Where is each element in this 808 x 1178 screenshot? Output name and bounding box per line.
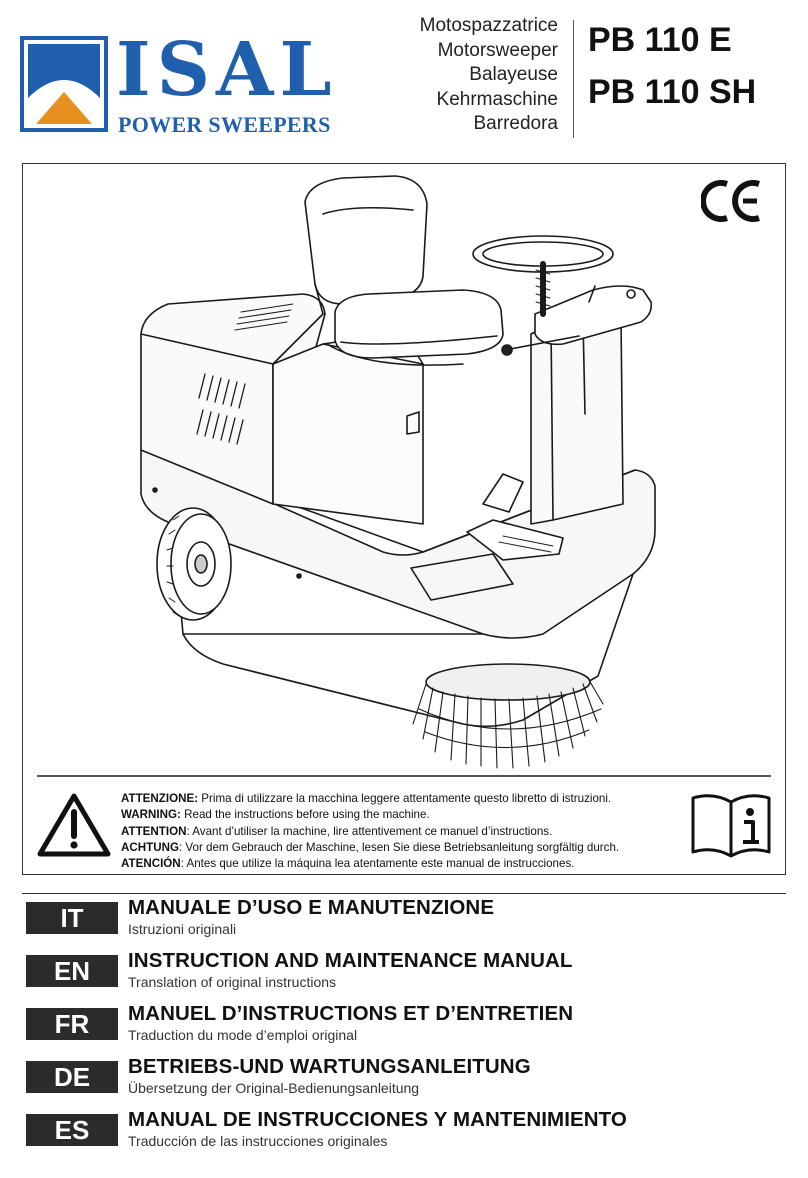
manual-subtitle: Traducción de las instrucciones originales <box>128 1133 388 1149</box>
language-row-es <box>22 1106 786 1154</box>
warning-line-es: ATENCIÓN: Antes que utilize la máquina lea atentamente este manual de instrucciones. <box>121 857 575 871</box>
frame-divider <box>37 775 771 777</box>
manual-language-list <box>22 893 786 1155</box>
warning-line-fr: ATTENTION: Avant d’utiliser la machine, lire attentivement ce manuel d’instructions. <box>121 824 553 838</box>
machine-type-fr: Balayeuse <box>469 64 558 85</box>
brand-name: ISAL <box>116 27 338 113</box>
language-code-badge: FR <box>26 1008 118 1040</box>
machine-type-en: Motorsweeper <box>437 39 558 61</box>
language-code-badge: IT <box>26 902 118 934</box>
language-code-badge: DE <box>26 1061 118 1093</box>
sweeper-illustration <box>23 164 784 774</box>
manual-title: MANUEL D’INSTRUCTIONS ET D’ENTRETIEN <box>128 1002 574 1025</box>
language-row-en <box>22 947 786 995</box>
language-row-de <box>22 1053 786 1101</box>
machine-type-es: Barredora <box>473 113 558 134</box>
manual-title: MANUAL DE INSTRUCCIONES Y MANTENIMIENTO <box>128 1108 627 1131</box>
brand-tagline: POWER SWEEPERS <box>118 112 331 137</box>
manual-subtitle: Traduction du mode d’emploi original <box>128 1027 358 1043</box>
warning-line-it: ATTENZIONE: Prima di utilizzare la macchina leggere attentamente questo libretto di istruzioni. <box>121 792 612 805</box>
header-divider <box>573 20 574 138</box>
cover-frame <box>22 163 786 875</box>
language-row-it <box>22 894 786 942</box>
machine-type-it: Motospazzatrice <box>419 15 558 36</box>
model-name: PB 110 SH <box>588 73 757 111</box>
machine-type-list <box>380 14 558 137</box>
warning-triangle-icon <box>37 792 111 858</box>
manual-subtitle: Translation of original instructions <box>128 974 337 990</box>
machine-type-de: Kehrmaschine <box>436 88 558 110</box>
manual-title: MANUALE D’USO E MANUTENZIONE <box>128 896 495 919</box>
language-code-badge: EN <box>26 955 118 987</box>
language-code-badge: ES <box>26 1114 118 1146</box>
manual-title: BETRIEBS-UND WARTUNGSANLEITUNG <box>128 1055 531 1078</box>
safety-warnings <box>121 791 619 872</box>
language-row-fr <box>22 1000 786 1048</box>
manual-subtitle: Istruzioni originali <box>128 921 237 937</box>
ce-mark-icon <box>701 178 763 224</box>
model-name: PB 110 E <box>588 21 732 59</box>
warning-line-en: WARNING: Read the instructions before using the machine. <box>121 808 430 822</box>
isal-emblem-icon <box>20 36 108 132</box>
model-list <box>588 14 756 118</box>
manual-subtitle: Übersetzung der Original-Bedienungsanleitung <box>128 1080 420 1096</box>
brand-logo <box>20 28 350 140</box>
warning-line-de: ACHTUNG: Vor dem Gebrauch der Maschine, lesen Sie diese Betriebsanleitung sorgfältig durch. <box>121 840 620 854</box>
manual-title: INSTRUCTION AND MAINTENANCE MANUAL <box>128 949 573 972</box>
info-book-icon <box>689 790 773 860</box>
